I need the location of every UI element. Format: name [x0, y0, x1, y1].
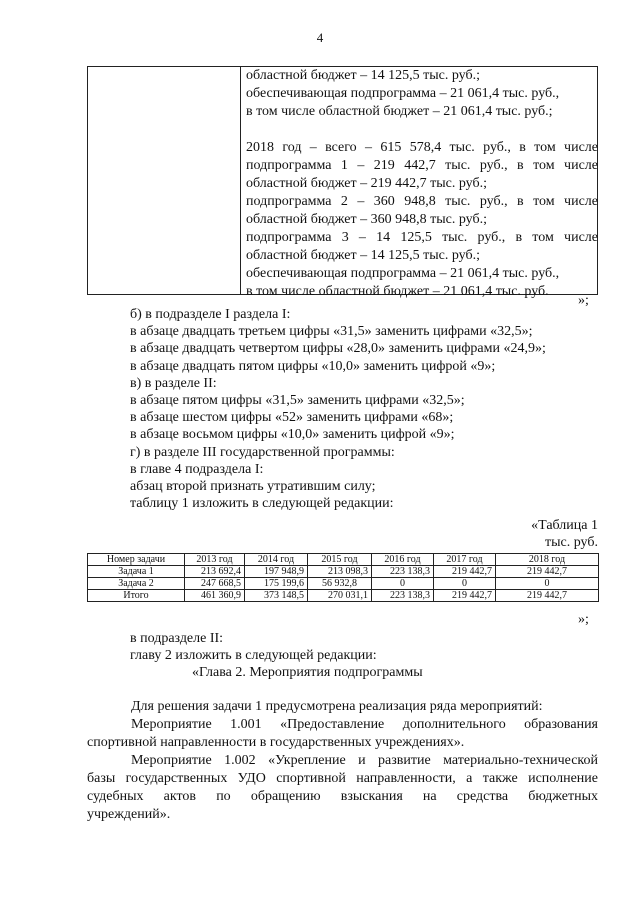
- table-cell: Задача 1: [88, 566, 185, 578]
- funding-line: областной бюджет – 219 442,7 тыс. руб.;: [246, 176, 487, 191]
- table-cell: 213 692,4: [185, 566, 245, 578]
- table-row: [88, 578, 599, 590]
- table-units: тыс. руб.: [545, 535, 598, 550]
- amendment-line: в абзаце двадцать третьем цифры «31,5» заменить цифрами «32,5»;: [130, 324, 533, 340]
- table-cell: 219 442,7: [496, 566, 599, 578]
- column-header: 2016 год: [372, 554, 434, 566]
- table-cell: 56 932,8: [308, 578, 372, 590]
- table-cell: 461 360,9: [185, 590, 245, 602]
- amendment-line: в абзаце пятом цифры «31,5» заменить цифрами «32,5»;: [130, 393, 465, 409]
- column-header: 2017 год: [434, 554, 496, 566]
- column-header: Номер задачи: [88, 554, 185, 566]
- table-row: [88, 566, 599, 578]
- funding-line: обеспечивающая подпрограмма – 21 061,4 тыс. руб.,: [246, 86, 560, 101]
- funding-line: обеспечивающая подпрограмма – 21 061,4 тыс. руб.,: [246, 266, 560, 281]
- funding-line: подпрограмма 1 – 219 442,7 тыс. руб., в том числе: [246, 158, 598, 173]
- funding-line: в том числе областной бюджет – 21 061,4 тыс. руб.;: [246, 104, 553, 119]
- table-cell: 270 031,1: [308, 590, 372, 602]
- amendment-line: б) в подразделе I раздела I:: [130, 307, 291, 322]
- funding-line: областной бюджет – 14 125,5 тыс. руб.;: [246, 68, 480, 83]
- amendment-line: абзац второй признать утратившим силу;: [130, 479, 376, 495]
- table-cell: 0: [434, 578, 496, 590]
- amendment-line: г) в разделе III государственной программы:: [130, 444, 395, 460]
- funding-table-fragment: [87, 66, 598, 299]
- funding-line: областной бюджет – 14 125,5 тыс. руб.;: [246, 248, 480, 263]
- amendment-line: в абзаце двадцать четвертом цифры «28,0» заменить цифрами «24,9»;: [130, 341, 546, 357]
- subsection-instructions: [130, 630, 600, 664]
- page-number: 4: [316, 30, 324, 45]
- funding-line: областной бюджет – 360 948,8 тыс. руб.;: [246, 212, 487, 227]
- funding-line: в том числе областной бюджет – 21 061,4 тыс. руб.: [246, 284, 549, 299]
- instruction-line: в подразделе II:: [130, 631, 224, 646]
- paragraph-line: Мероприятие 1.001 «Предоставление дополнительного образования: [131, 717, 598, 732]
- table-cell: 223 138,3: [372, 566, 434, 578]
- closing-quote: »;: [578, 612, 589, 627]
- paragraph-line: Мероприятие 1.002 «Укрепление и развитие материально-технической: [131, 753, 598, 768]
- paragraph-line: судебных актов по обращению взыскания на средства бюджетных: [87, 789, 598, 804]
- funding-text-cell: [246, 67, 598, 301]
- funding-line: 2018 год – всего – 615 578,4 тыс. руб., в том числе: [246, 140, 598, 155]
- table-cell: 213 098,3: [308, 566, 372, 578]
- chapter-body: [87, 698, 598, 824]
- table-cell: 175 199,6: [245, 578, 308, 590]
- table-cell: 219 442,7: [496, 590, 599, 602]
- table-cell: 373 148,5: [245, 590, 308, 602]
- table-cell: 219 442,7: [434, 566, 496, 578]
- amendment-line: в главе 4 подраздела I:: [130, 461, 264, 477]
- table-header-row: [88, 554, 599, 566]
- amendment-line: в абзаце двадцать пятом цифры «10,0» заменить цифрой «9»;: [130, 358, 496, 374]
- instruction-line: главу 2 изложить в следующей редакции:: [130, 648, 377, 663]
- amendment-line: в) в разделе II:: [130, 375, 217, 391]
- paragraph-line: учреждений».: [87, 807, 171, 822]
- amendment-line: таблицу 1 изложить в следующей редакции:: [130, 496, 394, 512]
- column-header: 2013 год: [185, 554, 245, 566]
- paragraph-line: базы государственных УДО спортивной направленности, а также исполнение: [87, 771, 598, 786]
- funding-gap: [246, 121, 598, 139]
- table-row: [88, 590, 599, 602]
- budget-table: [87, 553, 599, 602]
- amendment-line: в абзаце шестом цифры «52» заменить цифрами «68»;: [130, 410, 454, 426]
- chapter-title: «Глава 2. Мероприятия подпрограммы: [192, 665, 423, 680]
- amendment-line: в абзаце восьмом цифры «10,0» заменить цифрой «9»;: [130, 427, 455, 443]
- table-column-divider: [240, 67, 241, 294]
- table-cell: Задача 2: [88, 578, 185, 590]
- paragraph-line: Для решения задачи 1 предусмотрена реализация ряда мероприятий:: [131, 699, 543, 714]
- table-label: «Таблица 1: [531, 518, 598, 533]
- funding-line: подпрограмма 3 – 14 125,5 тыс. руб., в том числе: [246, 230, 598, 245]
- column-header: 2014 год: [245, 554, 308, 566]
- column-header: 2015 год: [308, 554, 372, 566]
- funding-line: подпрограмма 2 – 360 948,8 тыс. руб., в том числе: [246, 194, 598, 209]
- amendment-list: [130, 306, 600, 512]
- table-cell: 0: [496, 578, 599, 590]
- paragraph-line: спортивной направленности в государственных учреждениях».: [87, 735, 465, 750]
- table-cell: 223 138,3: [372, 590, 434, 602]
- table-cell: 219 442,7: [434, 590, 496, 602]
- table-cell: Итого: [88, 590, 185, 602]
- column-header: 2018 год: [496, 554, 599, 566]
- table-cell: 247 668,5: [185, 578, 245, 590]
- table-cell: 0: [372, 578, 434, 590]
- closing-quote: »;: [578, 293, 589, 308]
- table-cell: 197 948,9: [245, 566, 308, 578]
